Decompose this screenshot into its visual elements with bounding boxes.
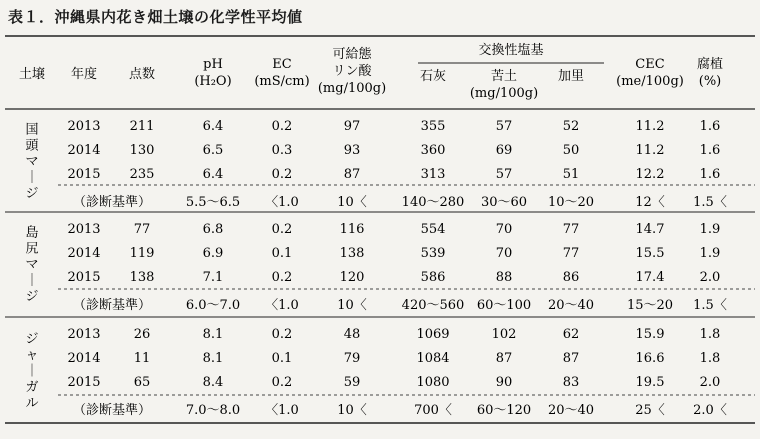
table-cell: 11.2 (635, 119, 665, 134)
table-cell: 0.1 (271, 246, 293, 261)
header-bases-unit: (mg/100g) (469, 86, 539, 101)
soil-label-char: 頭 (25, 138, 39, 154)
criteria-cell: 1.5〈 (693, 298, 727, 313)
criteria-cell: 〈1.0 (265, 195, 299, 210)
table-cell: 70 (495, 222, 513, 237)
table-cell: 57 (495, 119, 513, 134)
table-cell: 2013 (67, 222, 101, 237)
table-cell: 0.2 (271, 119, 293, 134)
table-cell: 0.1 (271, 351, 293, 366)
table-cell: 87 (562, 351, 580, 366)
table-cell: 0.3 (271, 143, 293, 158)
table-cell: 70 (495, 246, 513, 261)
criteria-cell: 30〜60 (480, 195, 528, 210)
criteria-label: （診断基準） (72, 403, 152, 418)
header-cec-unit: (me/100g) (616, 74, 684, 89)
table-cell: 6.4 (202, 119, 224, 134)
table-cell: 360 (420, 143, 446, 158)
table-cell: 1080 (416, 375, 450, 390)
table-cell: 77 (562, 246, 580, 261)
criteria-cell: 〈1.0 (265, 298, 299, 313)
table-cell: 1.8 (699, 351, 721, 366)
table-cell: 57 (495, 167, 513, 182)
soil-label-char: マ (25, 154, 39, 170)
table-cell: 554 (420, 222, 446, 237)
table-cell: 2.0 (699, 375, 721, 390)
header-ec: EC (272, 57, 292, 72)
table-cell: 2015 (67, 167, 101, 182)
table-cell: 90 (495, 375, 513, 390)
table-cell: 2013 (67, 327, 101, 342)
table-cell: 0.2 (271, 270, 293, 285)
table-cell: 119 (129, 246, 155, 261)
table-cell: 0.2 (271, 167, 293, 182)
table-cell: 12.2 (635, 167, 665, 182)
criteria-cell: 10〈 (337, 403, 367, 418)
table-cell: 102 (491, 327, 517, 342)
table-cell: 8.1 (202, 327, 224, 342)
criteria-cell: 140〜280 (401, 195, 465, 210)
table-cell: 1.9 (699, 222, 721, 237)
table-cell: 11 (133, 351, 151, 366)
table-cell: 2014 (67, 143, 101, 158)
header-phosphate-1: 可給態 (332, 47, 372, 62)
table-cell: 83 (562, 375, 580, 390)
soil-label-char: 尻 (25, 241, 39, 257)
criteria-cell: 20〜40 (547, 403, 595, 418)
header-humus: 腐植 (696, 57, 724, 72)
table-cell: 86 (562, 270, 580, 285)
header-phosphate-unit: (mg/100g) (317, 81, 387, 96)
table-cell: 116 (339, 222, 365, 237)
table-cell: 1.9 (699, 246, 721, 261)
criteria-cell: 12〈 (635, 195, 665, 210)
table-cell: 11.2 (635, 143, 665, 158)
table-cell: 7.1 (202, 270, 224, 285)
criteria-cell: 〈1.0 (265, 403, 299, 418)
criteria-cell: 60〜120 (476, 403, 532, 418)
table-cell: 0.2 (271, 327, 293, 342)
table-cell: 87 (495, 351, 513, 366)
criteria-cell: 1.5〈 (693, 195, 727, 210)
table-cell: 0.2 (271, 375, 293, 390)
header-lime: 石灰 (419, 69, 447, 84)
criteria-cell: 10〈 (337, 298, 367, 313)
table-cell: 2015 (67, 270, 101, 285)
table-cell: 6.5 (202, 143, 224, 158)
table-cell: 52 (562, 119, 580, 134)
table-cell: 8.4 (202, 375, 224, 390)
table-cell: 62 (562, 327, 580, 342)
soil-label-char: ｜ (25, 170, 39, 186)
soil-label-char: ガ (25, 380, 39, 395)
soil-label-char: ジ (25, 332, 39, 347)
table-cell: 2013 (67, 119, 101, 134)
criteria-cell: 15〜20 (626, 298, 674, 313)
soil-label-char: 島 (25, 225, 39, 241)
soil-label-char: マ (25, 257, 39, 273)
criteria-cell: 420〜560 (401, 298, 465, 313)
table-cell: 355 (420, 119, 446, 134)
header-humus-unit: (%) (698, 74, 722, 89)
table-cell: 87 (343, 167, 361, 182)
table-cell: 15.5 (635, 246, 665, 261)
table-cell: 1.6 (699, 119, 721, 134)
table-cell: 6.9 (202, 246, 224, 261)
table-cell: 130 (129, 143, 155, 158)
criteria-cell: 7.0〜8.0 (185, 403, 241, 418)
criteria-cell: 20〜40 (547, 298, 595, 313)
header-potash: 加里 (557, 69, 585, 84)
table-cell: 14.7 (635, 222, 665, 237)
table-cell: 77 (133, 222, 151, 237)
table-cell: 50 (562, 143, 580, 158)
table-cell: 2014 (67, 351, 101, 366)
header-magnesia: 苦土 (490, 69, 518, 84)
table-cell: 6.4 (202, 167, 224, 182)
table-cell: 120 (339, 270, 365, 285)
table-cell: 97 (343, 119, 361, 134)
table-cell: 2.0 (699, 270, 721, 285)
table-cell: 16.6 (635, 351, 665, 366)
criteria-label: （診断基準） (72, 298, 152, 313)
table-cell: 313 (420, 167, 446, 182)
soil-label-char: 国 (25, 122, 39, 138)
table-cell: 211 (129, 119, 155, 134)
table-cell: 586 (420, 270, 446, 285)
table-cell: 79 (343, 351, 361, 366)
soil-label-char: ｜ (25, 364, 39, 379)
header-ph-unit: (H₂O) (194, 74, 232, 89)
header-count: 点数 (128, 67, 156, 82)
table-cell: 17.4 (635, 270, 665, 285)
table-cell: 2015 (67, 375, 101, 390)
table-cell: 235 (129, 167, 155, 182)
table-cell: 138 (129, 270, 155, 285)
criteria-cell: 60〜100 (476, 298, 532, 313)
header-phosphate-2: リン酸 (332, 64, 372, 79)
header-year: 年度 (70, 67, 98, 82)
table-cell: 65 (133, 375, 151, 390)
table-cell: 0.2 (271, 222, 293, 237)
header-cec: CEC (635, 57, 665, 72)
table-cell: 88 (495, 270, 513, 285)
table-cell: 15.9 (635, 327, 665, 342)
criteria-cell: 25〈 (635, 403, 665, 418)
header-soil: 土壌 (18, 67, 46, 82)
table-cell: 138 (339, 246, 365, 261)
header-exchangeable-bases: 交換性塩基 (478, 43, 544, 58)
soil-label-char: ル (25, 396, 39, 411)
criteria-cell: 10〜20 (547, 195, 595, 210)
table-cell: 1084 (416, 351, 450, 366)
soil-label-char: ャ (25, 348, 39, 363)
criteria-cell: 10〈 (337, 195, 367, 210)
table-cell: 26 (133, 327, 151, 342)
criteria-cell: 700〈 (414, 403, 452, 418)
table-cell: 51 (562, 167, 580, 182)
table-cell: 1.8 (699, 327, 721, 342)
header-ph: pH (203, 57, 223, 72)
table-cell: 8.1 (202, 351, 224, 366)
soil-label-char: ｜ (25, 273, 39, 289)
table-cell: 77 (562, 222, 580, 237)
table-cell: 48 (343, 327, 361, 342)
table-cell: 19.5 (635, 375, 665, 390)
table-cell: 93 (343, 143, 361, 158)
soil-label-char: ジ (25, 289, 39, 305)
header-ec-unit: (mS/cm) (254, 74, 310, 89)
soil-label-char: ジ (25, 186, 39, 202)
table-cell: 539 (420, 246, 446, 261)
table-title: 表１．沖縄県内花き畑土壌の化学性平均値 (8, 8, 303, 26)
criteria-cell: 6.0〜7.0 (185, 298, 241, 313)
table-cell: 2014 (67, 246, 101, 261)
table-cell: 59 (343, 375, 361, 390)
criteria-label: （診断基準） (72, 195, 152, 210)
table-cell: 1069 (416, 327, 450, 342)
criteria-cell: 2.0〈 (693, 403, 727, 418)
table-cell: 1.6 (699, 143, 721, 158)
criteria-cell: 5.5〜6.5 (185, 195, 241, 210)
table-cell: 69 (495, 143, 513, 158)
table-cell: 1.6 (699, 167, 721, 182)
table-cell: 6.8 (202, 222, 224, 237)
